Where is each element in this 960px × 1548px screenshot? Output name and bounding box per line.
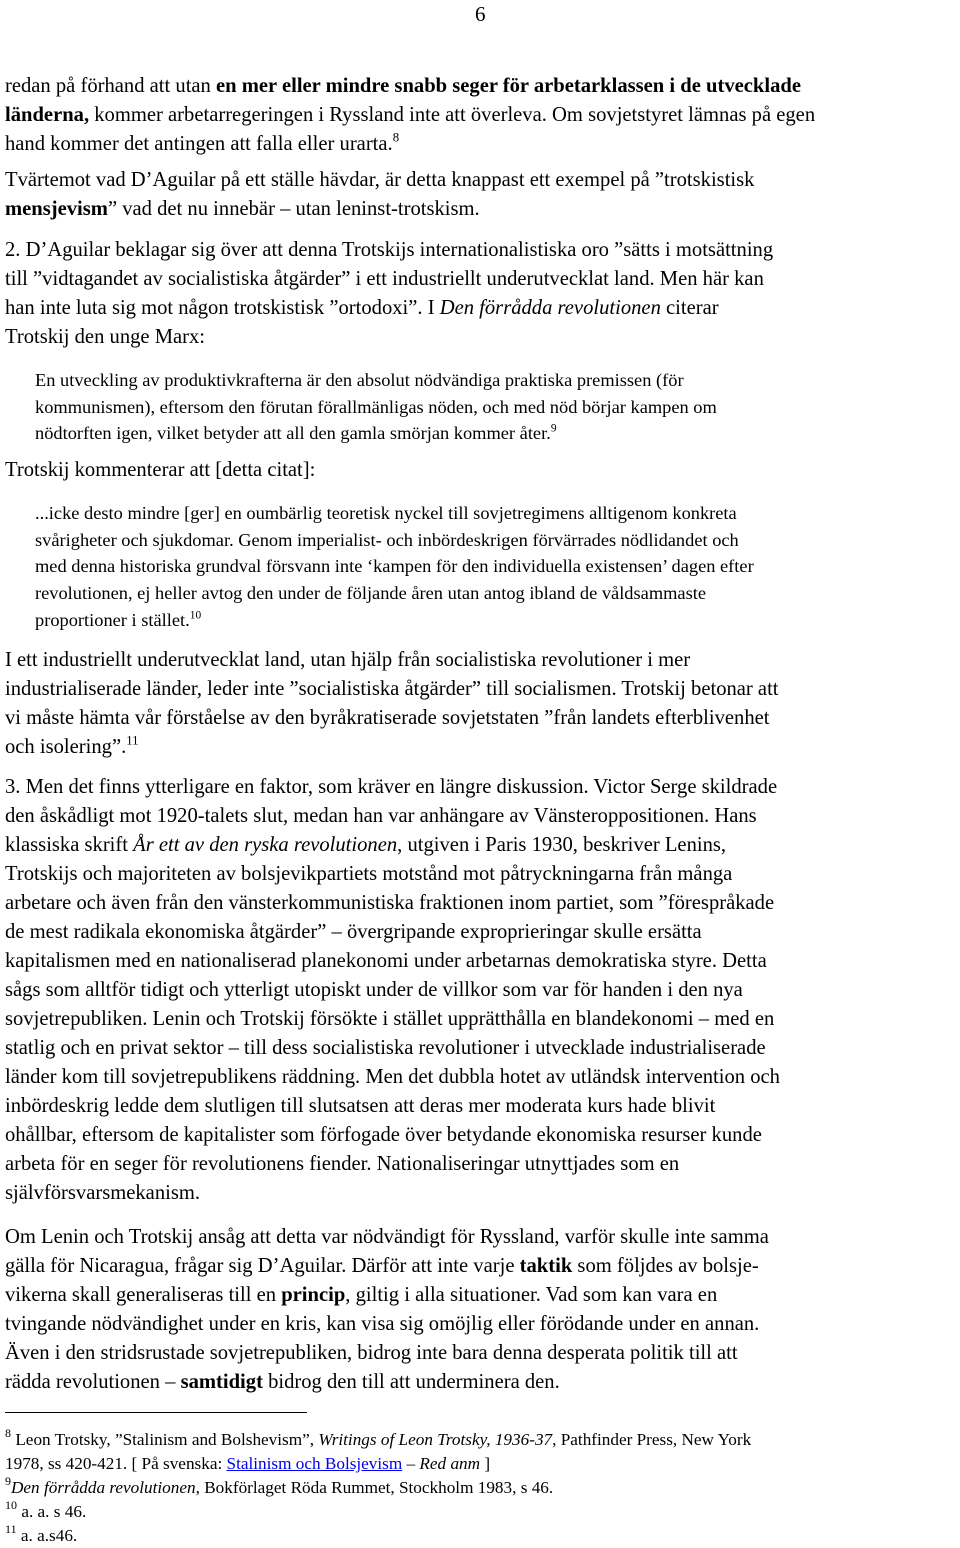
footnote-11: $^{11}$ a. a.s46. [5,1522,78,1545]
footnote-10: $^{10}$ a. a. s 46. [5,1498,87,1521]
paragraph-5: I ett industriellt underutvecklat land, utan hjälp från socialistiska revolutioner i mer industrialiserade länder, leder inte ”socialistiska åtgärder” till socialismen. Trotskij betonar att vi måste hämta vår förståelse av den byråkratiserade sovjetstaten ”från landets efterblivenhet och isolering”.$^{11}$ [5,649,779,758]
footnote-ref-9[interactable]: 9 [550,423,557,435]
paragraph-3: 2. D’Aguilar beklagar sig över att denna Trotskijs internationalistiska oro ”sätts i motsättning till ”vidtagandet av socialistiska åtgärder” i ett industriellt underutvecklat land. Men här kan han inte luta sig mot någon trotskistisk ”ortodoxi”. I Den förrådda revolutionen citerar Trotskij den unge Marx: [5,239,774,348]
footnote-9: $^9$Den förrådda revolutionen, Bokförlaget Röda Rummet, Stockholm 1983, s 46. [5,1474,554,1497]
paragraph-4: Trotskij kommenterar att [detta citat]: [5,459,316,481]
block-quote-1: En utveckling av produktivkrafterna är den absolut nödvändiga praktiska premissen (för kommunismen), eftersom den förutan förallmänligas nöden, och med nöd börjar kampen om nödtorften igen, vilket betyder att all den gamla smörjan kommer åter.$^9$ [35,370,717,444]
footnote-ref-11[interactable]: 11 [126,733,139,748]
page-number: 6 [475,2,486,26]
footnote-8: $^8$ Leon Trotsky, ”Stalinism and Bolshevism”, Writings of Leon Trotsky, 1936-37, Pathfinder Press, New York 1978, ss 420-421. [ På svenska: Stalinism och Bolsjevism – Red anm ] [5,1426,752,1473]
footnote-separator [5,1412,307,1413]
paragraph-2: Tvärtemot vad D’Aguilar på ett ställe hävdar, är detta knappast ett exempel på ”trotskistisk mensjevism” vad det nu innebär – utan leninst-trotskism. [5,169,755,220]
stalinism-och-bolsjevism-link[interactable]: Stalinism och Bolsjevism [226,1453,403,1473]
paragraph-1: redan på förhand att utan en mer eller mindre snabb seger för arbetarklassen i de utvecklade länderna, kommer arbetarregeringen i Ryssland inte att överleva. Om sovjetstyret lämnas på egen hand kommer det antingen att falla eller urarta.$^8$ [5,75,816,155]
paragraph-7: Om Lenin och Trotskij ansåg att detta var nödvändigt för Ryssland, varför skulle inte samma gälla för Nicaragua, frågar sig D’Aguilar. Därför att inte varje taktik som följdes av bolsje- vikerna skall generaliseras till en princip, giltig i alla situationer. Vad som kan vara en tvingande nödvändighet under en kris, kan visa sig omöjlig eller förödande under en annan. Även i den stridsrustade sovjetrepubliken, bidrog inte bara denna desperata politik till att rädda revolutionen – samtidigt bidrog den till att underminera den. [5,1226,769,1393]
footnote-ref-10[interactable]: 10 [189,609,202,622]
block-quote-2: ...icke desto mindre [ger] en oumbärlig teoretisk nyckel till sovjetregimens alltigenom konkreta svårigheter och sjukdomar. Genom imperialist- och inbördeskrigen förvärrades nödlidandet och med denna historiska grundval försvann inte ‘kampen för den individuella existensen’ dagen efter revolutionen, ej heller avtog den under de följande åren utan antog ibland de våldsammaste proportioner i stället.$^{10}$ [35,503,754,630]
paragraph-6: 3. Men det finns ytterligare en faktor, som kräver en längre diskussion. Victor Serge skildrade den åskådligt mot 1920-talets slut, medan han var anhängare av Vänsteroppositionen. Hans klassiska skrift År ett av den ryska revolutionen, utgiven i Paris 1930, beskriver Lenins, Trotskijs och majoriteten av bolsjevikpartiets motstånd mot påtryckningarna från många arbetare och även från den vänsterkommunistiska fraktionen inom partiet, som ”förespråkade de mest radikala ekonomiska åtgärder” – övergripande exproprieringar skulle ersätta kapitalismen med en nationaliserad planekonomi under arbetarnas demokratiska styre. Detta sågs som alltför tidigt och ytterligt utopiskt under de villkor som var för handen i den nya sovjetrepubliken. Lenin och Trotskij försökte i stället upprätthålla en blandekonomi – med en statlig och en privat sektor – till dess socialistiska revolutioner i utvecklade industrialiserade länder kom till sovjetrepublikens räddning. Men det dubbla hotet av utländsk intervention och inbördeskrig ledde dem slutligen till slutsatsen att deras mer moderata kurs hade blivit ohållbar, eftersom de kapitalister som förfogade över betydande ekonomiska resurser kunde arbeta för en seger för revolutionens fiender. Nationaliseringar utnyttjades som en självförsvarsmekanism. [5,776,780,1204]
footnote-ref-8[interactable]: 8 [392,130,400,145]
